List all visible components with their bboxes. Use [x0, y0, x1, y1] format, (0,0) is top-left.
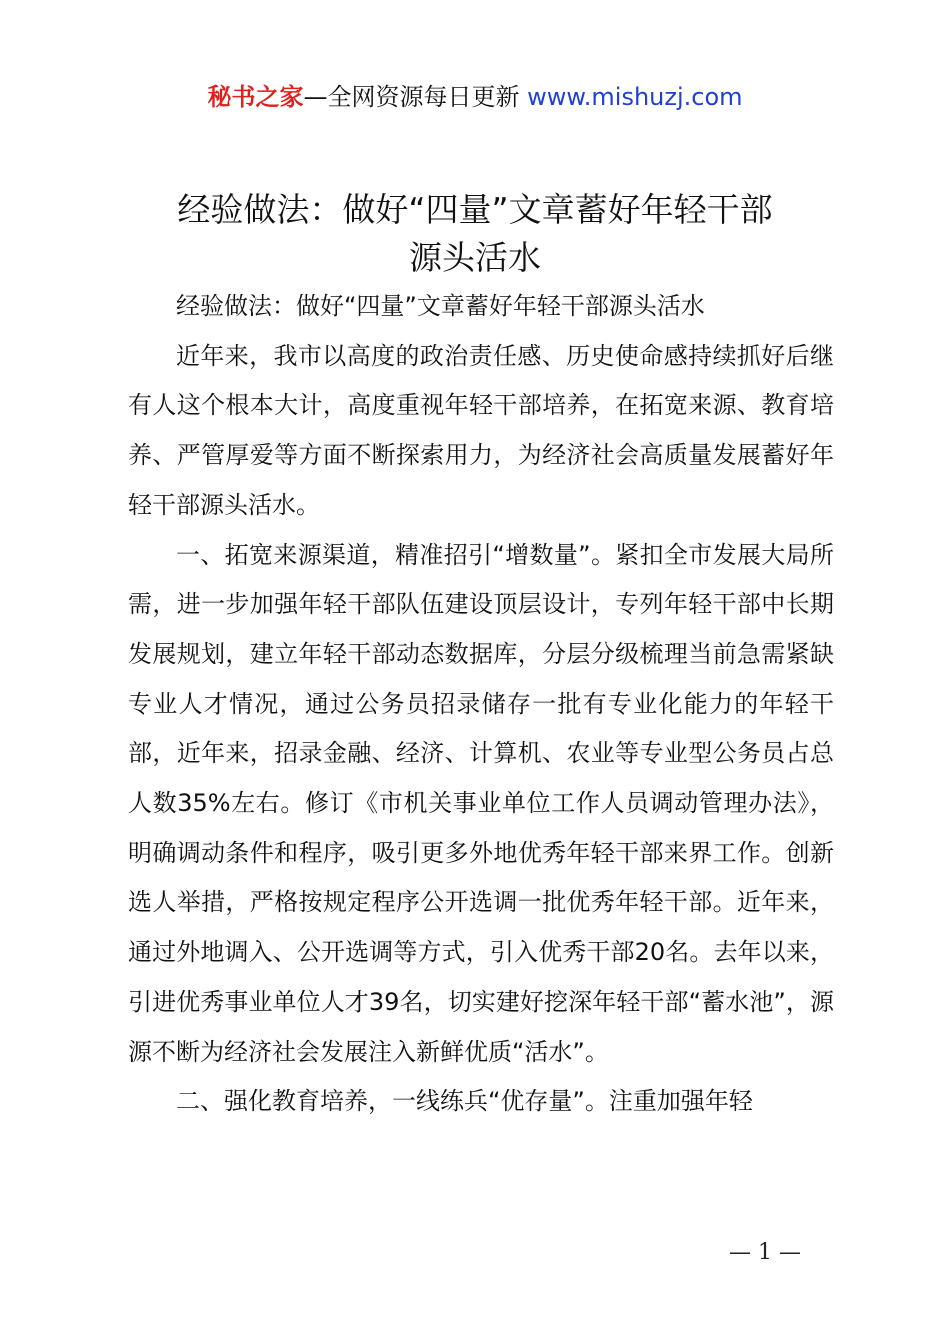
document-title-line-1: 经验做法：做好“四量”文章蓄好年轻干部 [177, 190, 773, 229]
site-brand: 秘书之家 [207, 83, 304, 111]
document-title [0, 186, 950, 282]
paragraph-intro: 近年来，我市以高度的政治责任感、历史使命感持续抓好后继有人这个根本大计，高度重视年轻干部培养，在拓宽来源、教育培养、严管厚爱等方面不断探索用力，为经济社会高质量发展蓄好年轻干部源头活水。 [128, 341, 834, 519]
document-body [128, 282, 834, 1127]
paragraph-section-1: 一、拓宽来源渠道，精准招引“增数量”。紧扣全市发展大局所需，进一步加强年轻干部队伍建设顶层设计，专列年轻干部中长期发展规划，建立年轻干部动态数据库，分层分级梳理当前急需紧缺专业人才情况，通过公务员招录储存一批有专业化能力的年轻干部，近年来，招录金融、经济、计算机、农业等专业型公务员占总人数35%左右。修订《市机关事业单位工作人员调动管理办法》，明确调动条件和程序，吸引更多外地优秀年轻干部来界工作。创新选人举措，严格按规定程序公开选调一批优秀年轻干部。近年来，通过外地调入、公开选调等方式，引入优秀干部20名。去年以来，引进优秀事业单位人才39名，切实建好挖深年轻干部“蓄水池”，源源不断为经济社会发展注入新鲜优质“活水”。 [128, 540, 834, 1066]
paragraph-subtitle: 经验做法：做好“四量”文章蓄好年轻干部源头活水 [176, 292, 705, 320]
paragraph-section-2: 二、强化教育培养，一线练兵“优存量”。注重加强年轻 [176, 1087, 753, 1116]
site-url-link[interactable]: www.mishuzj.com [527, 83, 743, 111]
page-number: — 1 — [729, 1240, 801, 1265]
document-title-line-2: 源头活水 [409, 238, 541, 277]
site-header [0, 80, 950, 114]
site-tagline: —全网资源每日更新 [303, 83, 528, 111]
